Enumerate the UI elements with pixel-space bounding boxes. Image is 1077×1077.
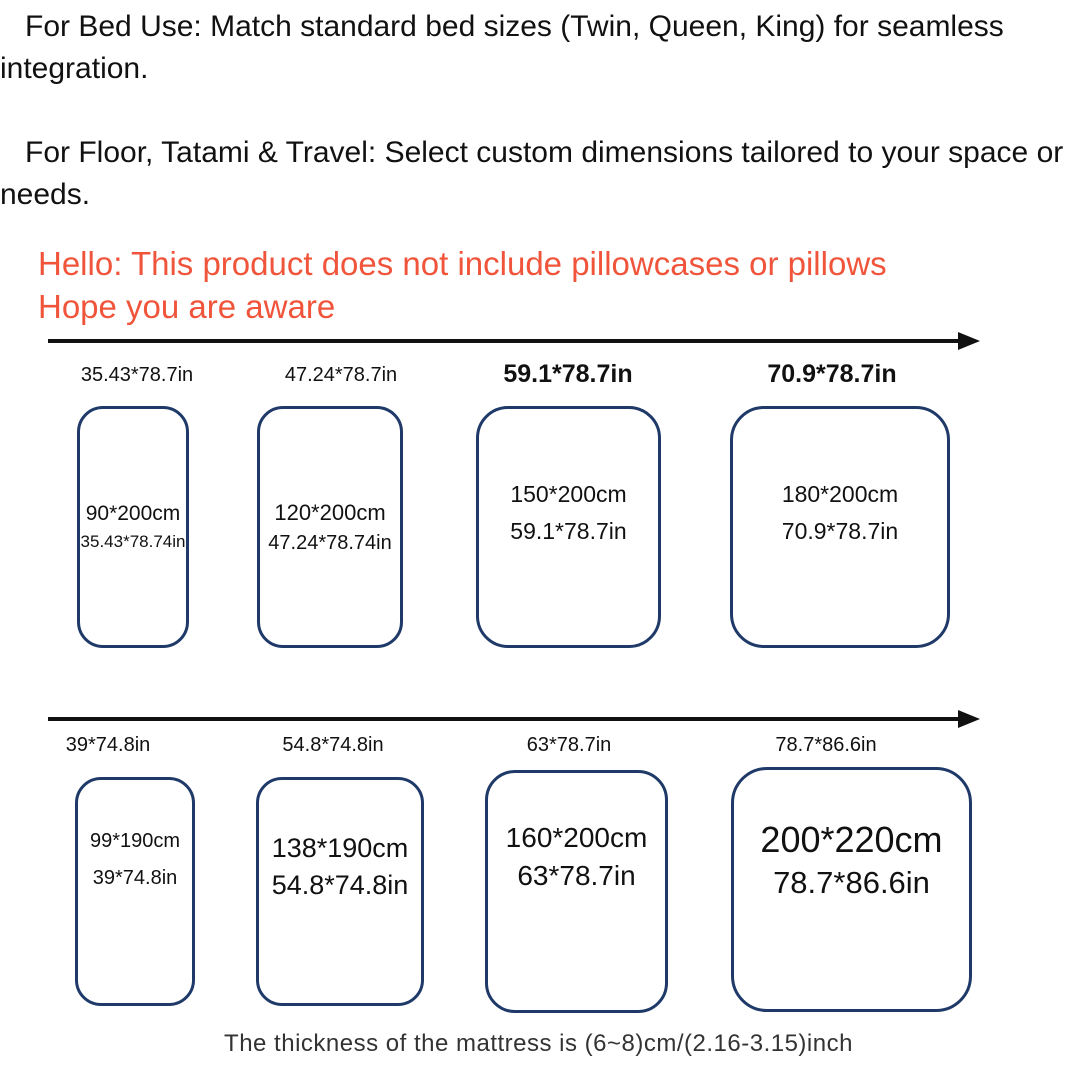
size-label-200x220: 78.7*86.6in bbox=[775, 734, 877, 756]
row2-arrow bbox=[48, 717, 960, 721]
mattress-cm-label: 90*200cm bbox=[85, 502, 181, 525]
thickness-note: The thickness of the mattress is (6~8)cm/(2.16-3.15)inch bbox=[224, 1030, 853, 1057]
mattress-cm-label: 180*200cm bbox=[781, 481, 899, 507]
size-label-queen: 59.1*78.7in bbox=[503, 360, 633, 388]
mattress-150x200 bbox=[476, 406, 661, 648]
mattress-inch-label: 54.8*74.8in bbox=[271, 869, 409, 900]
mattress-cm-label: 150*200cm bbox=[510, 481, 627, 507]
mattress-cm-label: 138*190cm bbox=[271, 832, 409, 863]
mattress-inch-label: 47.24*78.74in bbox=[268, 531, 392, 554]
mattress-inch-label: 39*74.8in bbox=[92, 866, 178, 889]
size-label-99x190: 39*74.8in bbox=[65, 734, 151, 756]
mattress-160x200 bbox=[485, 770, 668, 1013]
mattress-cm-label: 200*220cm bbox=[760, 818, 943, 860]
notice-line-1: Hello: This product does not include pillowcases or pillows bbox=[38, 245, 887, 282]
mattress-90x200 bbox=[77, 406, 189, 648]
size-label-full: 47.24*78.7in bbox=[284, 364, 398, 386]
floor-use-text: For Floor, Tatami & Travel: Select custom dimensions tailored to your space or needs. bbox=[0, 136, 1072, 211]
mattress-180x200 bbox=[730, 406, 950, 648]
mattress-cm-label: 99*190cm bbox=[89, 829, 181, 852]
mattress-inch-label: 78.7*86.6in bbox=[773, 864, 930, 900]
row1-arrow bbox=[48, 339, 960, 343]
size-label-twin: 35.43*78.7in bbox=[80, 364, 194, 386]
mattress-inch-label: 63*78.7in bbox=[517, 859, 636, 891]
mattress-inch-label: 70.9*78.7in bbox=[781, 518, 899, 544]
mattress-inch-label: 35.43*78.74in bbox=[80, 532, 186, 551]
mattress-99x190 bbox=[75, 777, 195, 1006]
mattress-138x190 bbox=[256, 777, 424, 1006]
bed-use-text: For Bed Use: Match standard bed sizes (Twin, Queen, King) for seamless integration. bbox=[0, 10, 1013, 85]
size-label-king: 70.9*78.7in bbox=[767, 360, 897, 388]
mattress-200x220 bbox=[731, 767, 972, 1012]
notice-line-2: Hope you are aware bbox=[38, 288, 336, 325]
mattress-cm-label: 160*200cm bbox=[505, 821, 648, 853]
mattress-120x200 bbox=[257, 406, 403, 648]
mattress-cm-label: 120*200cm bbox=[274, 499, 386, 525]
size-label-138x190: 54.8*74.8in bbox=[282, 734, 384, 756]
size-label-160x200: 63*78.7in bbox=[526, 734, 612, 756]
mattress-inch-label: 59.1*78.7in bbox=[510, 518, 627, 544]
